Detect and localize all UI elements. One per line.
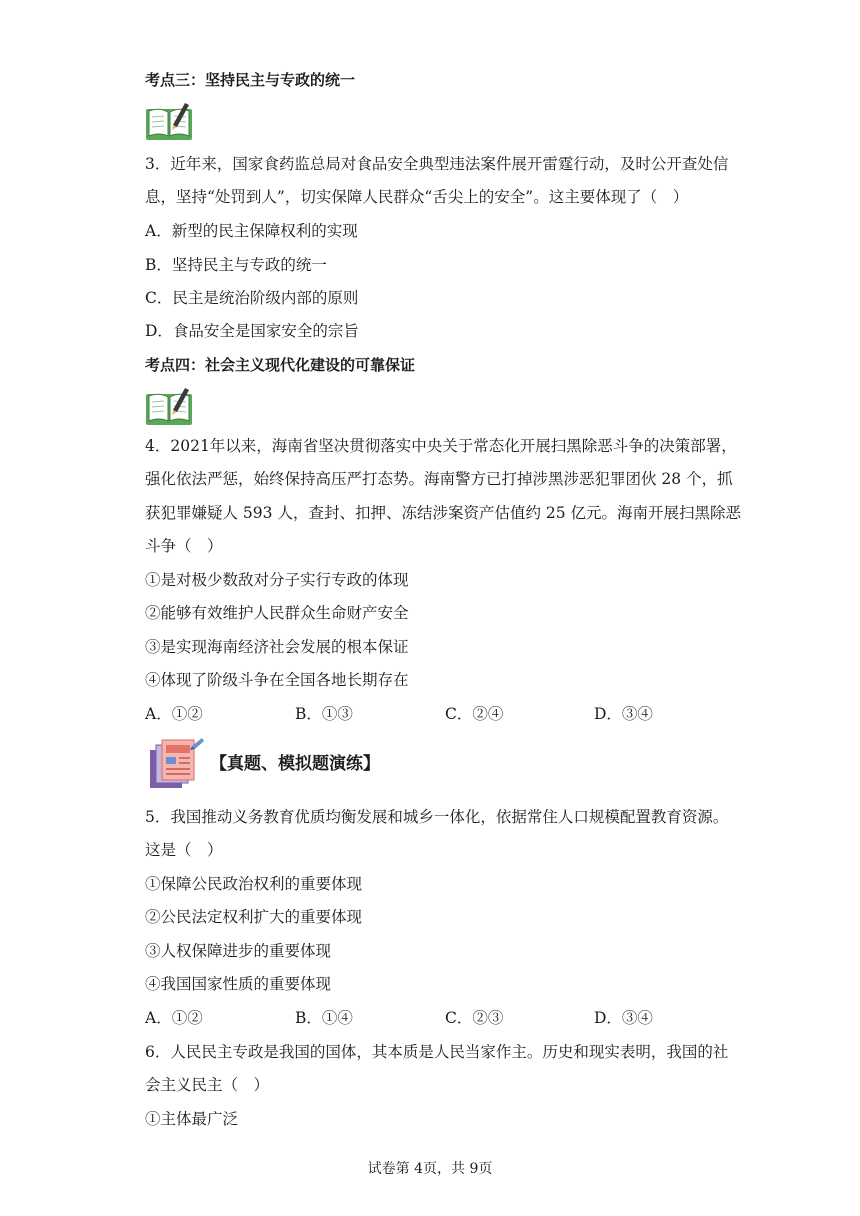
question-5-option-c: C．②③ xyxy=(445,1009,504,1027)
section-heading-kp4: 考点四：社会主义现代化建设的可靠保证 xyxy=(145,356,416,374)
question-5-statement-3: ③人权保障进步的重要体现 xyxy=(145,942,332,960)
question-3-option-a: A．新型的民主保障权利的实现 xyxy=(145,222,358,240)
question-4-statement-1: ①是对极少数敌对分子实行专政的体现 xyxy=(145,571,409,589)
question-4-option-a: A．①② xyxy=(145,705,203,723)
question-3-option-b: B．坚持民主与专政的统一 xyxy=(145,256,327,274)
question-4-statement-4: ④体现了阶级斗争在全国各地长期存在 xyxy=(145,671,409,689)
section-heading-kp3: 考点三：坚持民主与专政的统一 xyxy=(145,71,356,89)
question-4-option-d: D．③④ xyxy=(594,705,653,723)
question-5-line-2: 这是（ ） xyxy=(145,841,223,859)
question-4-statement-3: ③是实现海南经济社会发展的根本保证 xyxy=(145,638,409,656)
question-5-option-d: D．③④ xyxy=(594,1009,653,1027)
question-4-statement-2: ②能够有效维护人民群众生命财产安全 xyxy=(145,604,409,622)
question-3-option-c: C．民主是统治阶级内部的原则 xyxy=(145,289,359,307)
question-5-statement-2: ②公民法定权利扩大的重要体现 xyxy=(145,908,363,926)
question-5-line-1: 5．我国推动义务教育优质均衡发展和城乡一体化，依据常住人口规模配置教育资源。 xyxy=(145,808,729,826)
question-4-line-1: 4．2021年以来，海南省坚决贯彻落实中央关于常态化开展扫黑除恶斗争的决策部署， xyxy=(145,437,737,455)
question-3-option-d: D．食品安全是国家安全的宗旨 xyxy=(145,322,359,340)
question-4-option-c: C．②④ xyxy=(445,705,504,723)
question-4-line-3: 获犯罪嫌疑人 593 人，查封、扣押、冻结涉案资产估值约 25 亿元。海南开展扫黑除恶 xyxy=(145,504,742,522)
practice-section-heading: 【真题、模拟题演练】 xyxy=(210,754,380,774)
question-6-statement-1: ①主体最广泛 xyxy=(145,1110,239,1128)
open-book-pencil-icon xyxy=(145,101,193,141)
question-3-line-2: 息，坚持“处罚到人”，切实保障人民群众“舌尖上的安全”。这主要体现了（ ） xyxy=(145,188,689,206)
question-5-statement-1: ①保障公民政治权利的重要体现 xyxy=(145,875,363,893)
question-4-line-2: 强化依法严惩，始终保持高压严打态势。海南警方已打掉涉黑涉恶犯罪团伙 28 个，抓 xyxy=(145,470,733,488)
documents-icon xyxy=(148,736,206,790)
page-footer: 试卷第 4页，共 9页 xyxy=(367,1161,493,1177)
question-4-option-b: B．①③ xyxy=(295,705,353,723)
question-6-line-2: 会主义民主（ ） xyxy=(145,1076,270,1094)
question-5-option-a: A．①② xyxy=(145,1009,203,1027)
question-4-line-4: 斗争（ ） xyxy=(145,537,223,555)
question-5-statement-4: ④我国国家性质的重要体现 xyxy=(145,975,332,993)
question-3-line-1: 3．近年来，国家食药监总局对食品安全典型违法案件展开雷霆行动，及时公开查处信 xyxy=(145,155,729,173)
question-5-option-b: B．①④ xyxy=(295,1009,353,1027)
open-book-pencil-icon xyxy=(145,386,193,426)
question-6-line-1: 6．人民民主专政是我国的国体，其本质是人民当家作主。历史和现实表明，我国的社 xyxy=(145,1043,729,1061)
